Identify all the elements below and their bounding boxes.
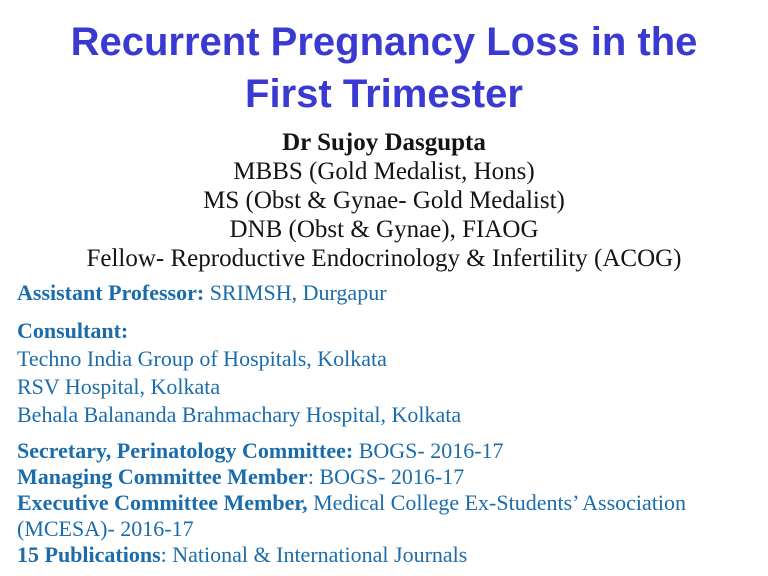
author-block [0, 128, 768, 273]
consultant-label: Consultant: [17, 318, 129, 343]
assistant-professor-value: SRIMSH, Durgapur [204, 280, 387, 305]
committee-label: Secretary, Perinatology Committee: [17, 438, 354, 463]
author-name: Dr Sujoy Dasgupta [282, 129, 486, 156]
author-credential: MS (Obst & Gynae- Gold Medalist) [203, 187, 565, 214]
committee-label: Executive Committee Member, [17, 490, 308, 515]
slide-title-line-1: Recurrent Pregnancy Loss in the [70, 20, 698, 64]
assistant-professor-line [17, 279, 760, 307]
committee-label: 15 Publications [17, 542, 161, 567]
committees-block [17, 438, 760, 568]
committee-line [17, 464, 760, 490]
slide-title-line-2: First Trimester [245, 72, 523, 116]
committee-line [17, 490, 760, 542]
consultant-item: RSV Hospital, Kolkata [17, 374, 221, 399]
committee-line [17, 542, 760, 568]
committee-value: BOGS- 2016-17 [353, 438, 504, 463]
slide-title [0, 0, 768, 120]
consultant-item: Behala Balananda Brahmachary Hospital, Kolkata [17, 402, 462, 427]
affiliations-block [0, 279, 768, 568]
consultant-item: Techno India Group of Hospitals, Kolkata [17, 346, 387, 371]
committee-value: : BOGS- 2016-17 [307, 464, 465, 489]
committee-value: Medical College Ex-Students’ Association (MCESA)- 2016-17 [17, 490, 686, 541]
committee-label: Managing Committee Member [17, 464, 308, 489]
author-credential: DNB (Obst & Gynae), FIAOG [229, 216, 539, 243]
author-credential: Fellow- Reproductive Endocrinology & Infertility (ACOG) [86, 245, 682, 272]
committee-value: : National & International Journals [160, 542, 468, 567]
committee-line [17, 438, 760, 464]
author-credential: MBBS (Gold Medalist, Hons) [233, 158, 535, 185]
assistant-professor-label: Assistant Professor: [17, 280, 205, 305]
